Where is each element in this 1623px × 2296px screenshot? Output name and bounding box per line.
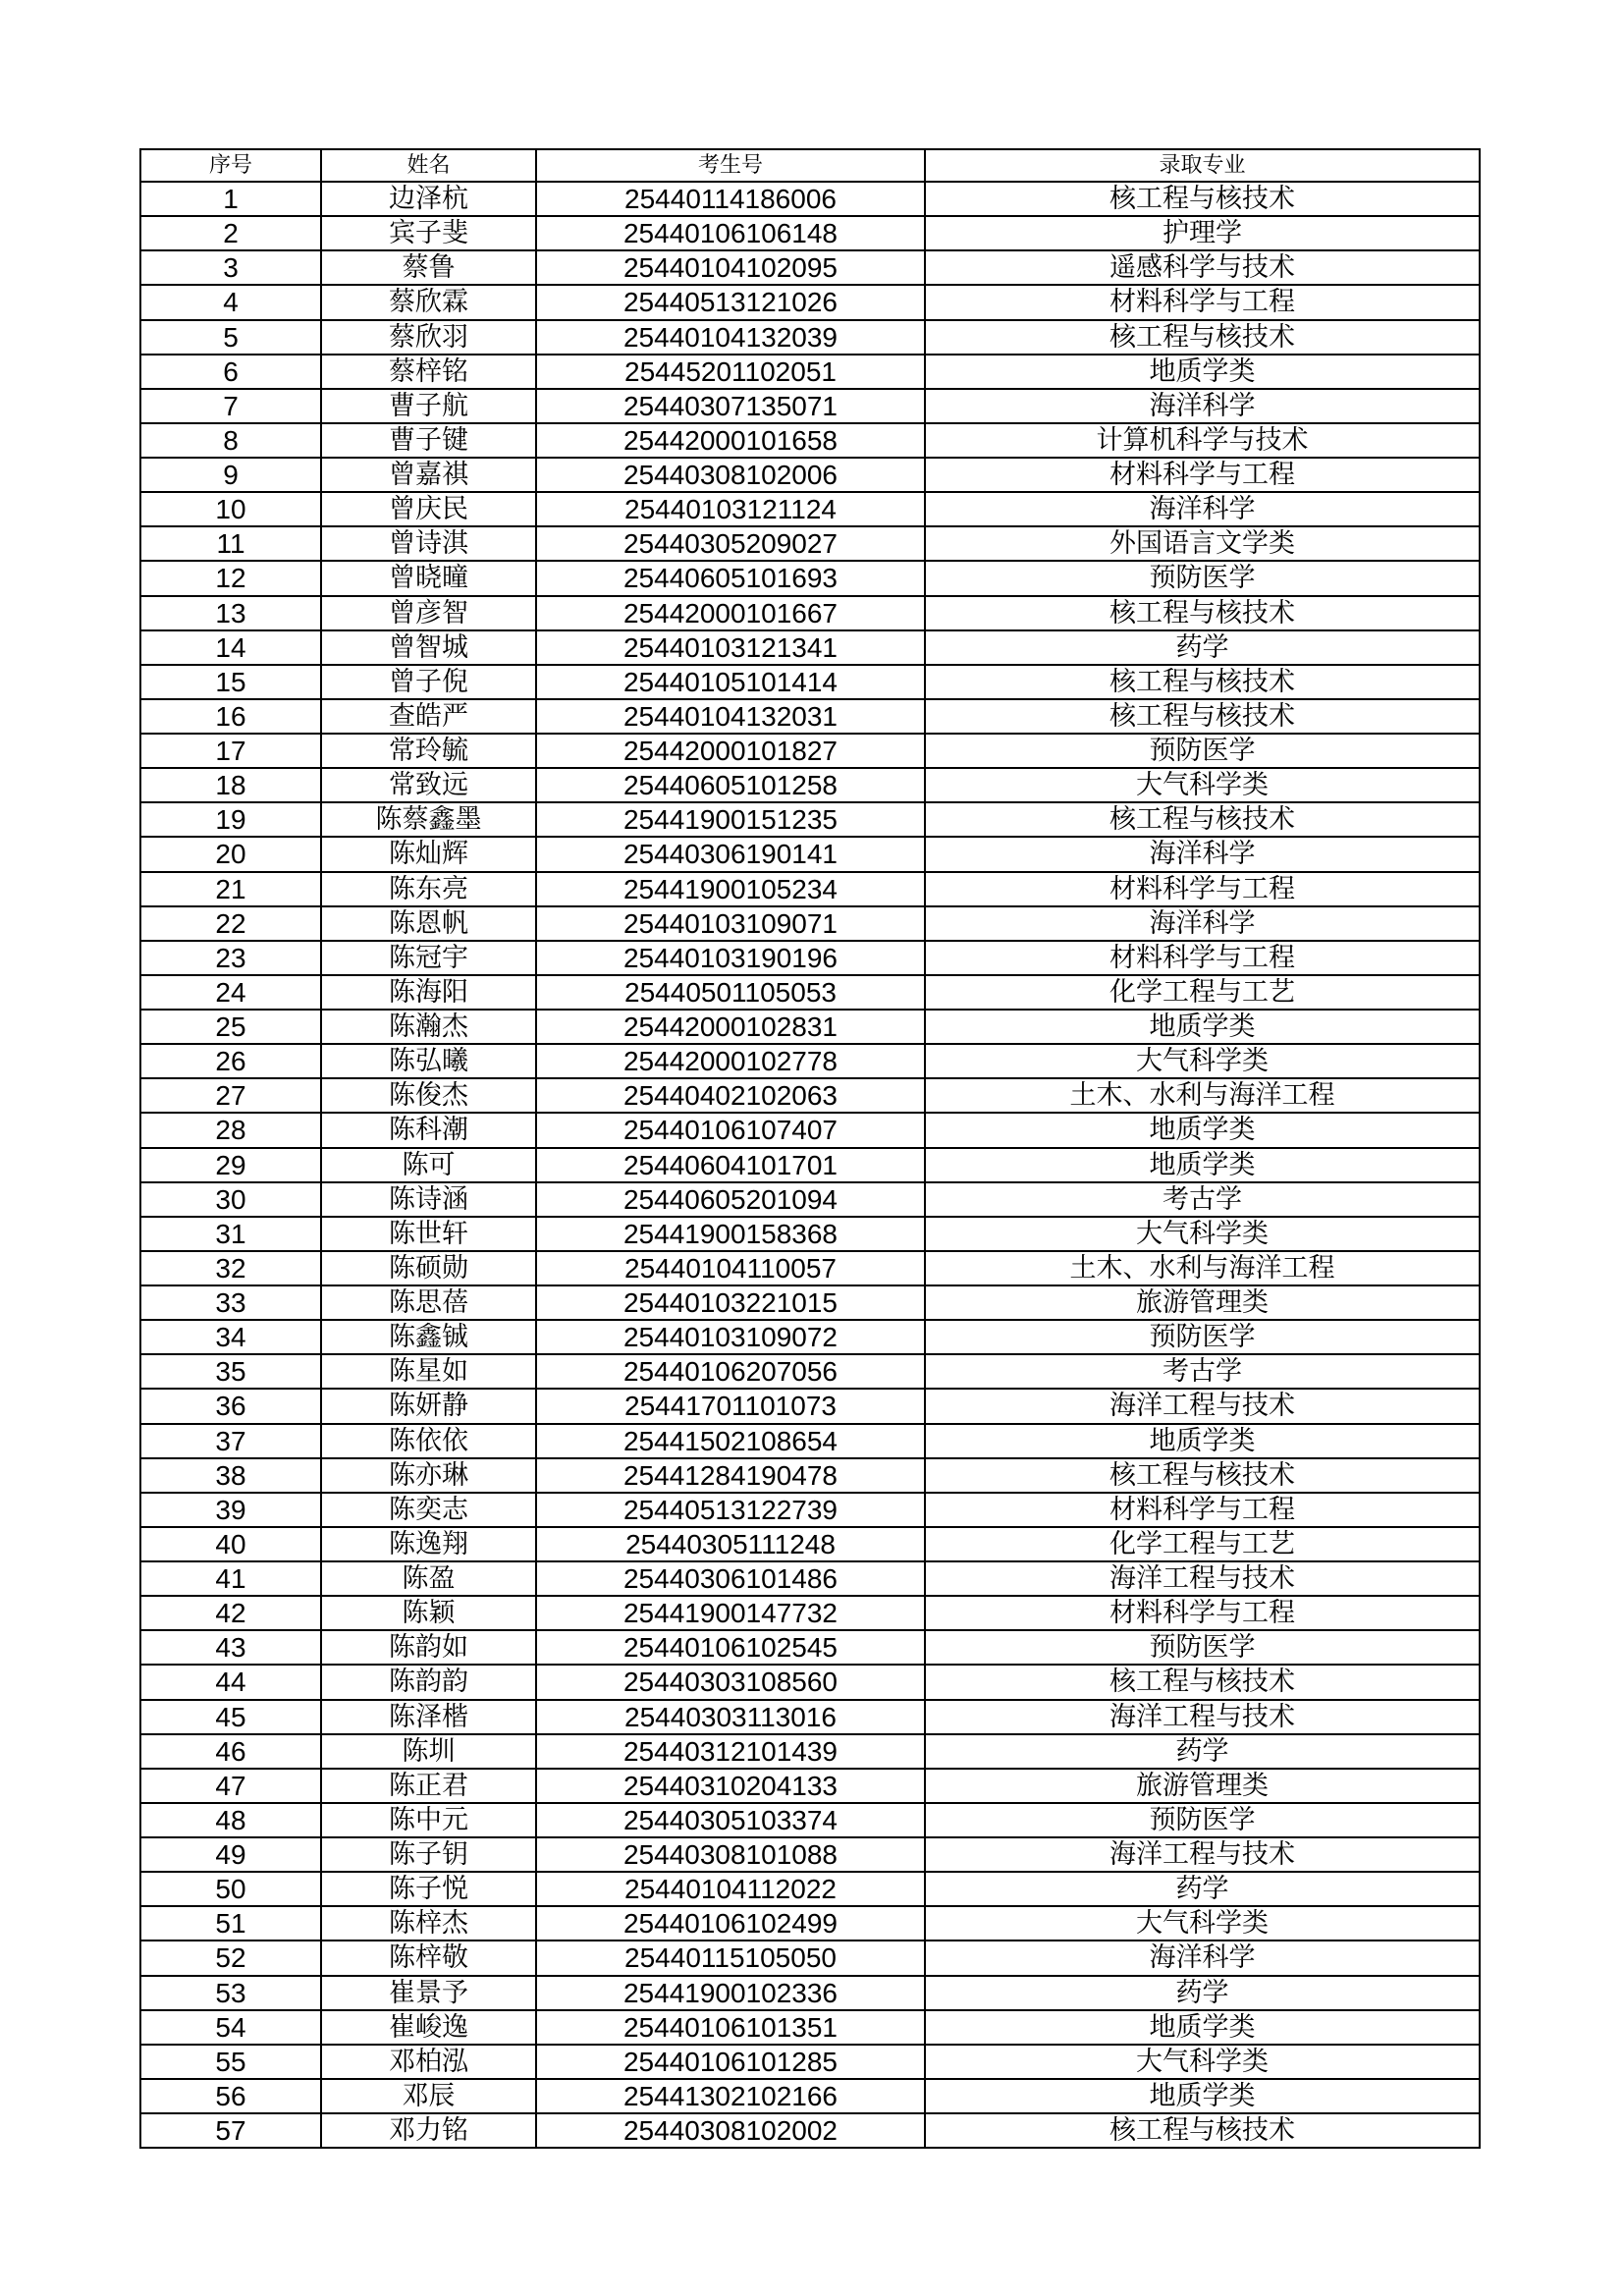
cell-name: 陈圳 <box>321 1734 536 1769</box>
table-row <box>140 423 1480 458</box>
table-header <box>140 149 1480 182</box>
cell-admitted-major: 大气科学类 <box>925 1906 1480 1941</box>
cell-serial-number: 9 <box>140 458 321 492</box>
cell-exam-number: 25442000102831 <box>536 1010 925 1044</box>
cell-serial-number: 4 <box>140 285 321 319</box>
cell-exam-number: 25440104132031 <box>536 699 925 734</box>
cell-serial-number: 53 <box>140 1976 321 2010</box>
cell-serial-number: 31 <box>140 1217 321 1251</box>
cell-admitted-major: 大气科学类 <box>925 1044 1480 1078</box>
cell-name: 崔景予 <box>321 1976 536 2010</box>
cell-name: 查皓严 <box>321 699 536 734</box>
cell-serial-number: 50 <box>140 1872 321 1906</box>
cell-serial-number: 46 <box>140 1734 321 1769</box>
cell-serial-number: 25 <box>140 1010 321 1044</box>
cell-exam-number: 25440106106148 <box>536 216 925 250</box>
cell-serial-number: 43 <box>140 1630 321 1665</box>
cell-admitted-major: 大气科学类 <box>925 768 1480 802</box>
cell-name: 曾彦智 <box>321 596 536 630</box>
cell-serial-number: 17 <box>140 734 321 768</box>
cell-exam-number: 25440103121124 <box>536 492 925 526</box>
cell-serial-number: 37 <box>140 1424 321 1458</box>
cell-name: 陈蔡鑫墨 <box>321 802 536 837</box>
cell-admitted-major: 核工程与核技术 <box>925 665 1480 699</box>
cell-admitted-major: 药学 <box>925 630 1480 665</box>
cell-serial-number: 48 <box>140 1803 321 1837</box>
cell-name: 陈韵如 <box>321 1630 536 1665</box>
table-row <box>140 182 1480 216</box>
cell-serial-number: 55 <box>140 2045 321 2079</box>
cell-exam-number: 25445201102051 <box>536 355 925 389</box>
table-row <box>140 1113 1480 1147</box>
cell-name: 陈灿辉 <box>321 837 536 871</box>
cell-serial-number: 3 <box>140 250 321 285</box>
cell-admitted-major: 预防医学 <box>925 1320 1480 1354</box>
table-row <box>140 1872 1480 1906</box>
cell-name: 陈俊杰 <box>321 1078 536 1113</box>
cell-exam-number: 25440306190141 <box>536 837 925 871</box>
cell-serial-number: 38 <box>140 1458 321 1493</box>
table-row <box>140 1354 1480 1389</box>
cell-serial-number: 26 <box>140 1044 321 1078</box>
cell-serial-number: 47 <box>140 1769 321 1803</box>
cell-name: 边泽杭 <box>321 182 536 216</box>
cell-exam-number: 25440303113016 <box>536 1700 925 1734</box>
cell-name: 曹子航 <box>321 389 536 423</box>
cell-exam-number: 25441900102336 <box>536 1976 925 2010</box>
table-row <box>140 734 1480 768</box>
cell-admitted-major: 地质学类 <box>925 1010 1480 1044</box>
cell-admitted-major: 大气科学类 <box>925 2045 1480 2079</box>
cell-serial-number: 30 <box>140 1182 321 1217</box>
cell-serial-number: 21 <box>140 872 321 906</box>
table-row <box>140 1527 1480 1561</box>
header-exam-number: 考生号 <box>536 149 925 182</box>
table-body <box>140 182 1480 2148</box>
cell-name: 陈冠宇 <box>321 941 536 975</box>
cell-name: 陈思蓓 <box>321 1285 536 1320</box>
cell-exam-number: 25440106102499 <box>536 1906 925 1941</box>
cell-exam-number: 25440104110057 <box>536 1251 925 1285</box>
cell-name: 宾子斐 <box>321 216 536 250</box>
cell-exam-number: 25441302102166 <box>536 2079 925 2113</box>
cell-serial-number: 2 <box>140 216 321 250</box>
cell-exam-number: 25441701101073 <box>536 1389 925 1423</box>
cell-admitted-major: 考古学 <box>925 1182 1480 1217</box>
cell-name: 陈鑫铖 <box>321 1320 536 1354</box>
cell-exam-number: 25440605101258 <box>536 768 925 802</box>
cell-serial-number: 15 <box>140 665 321 699</box>
table-row <box>140 1285 1480 1320</box>
table-row <box>140 1561 1480 1596</box>
table-row <box>140 320 1480 355</box>
cell-admitted-major: 海洋工程与技术 <box>925 1837 1480 1872</box>
cell-name: 陈逸翔 <box>321 1527 536 1561</box>
cell-exam-number: 25440106101351 <box>536 2010 925 2045</box>
cell-name: 陈海阳 <box>321 975 536 1010</box>
cell-serial-number: 12 <box>140 561 321 595</box>
cell-name: 陈梓杰 <box>321 1906 536 1941</box>
cell-admitted-major: 核工程与核技术 <box>925 1458 1480 1493</box>
cell-name: 曹子键 <box>321 423 536 458</box>
table-row <box>140 285 1480 319</box>
cell-serial-number: 35 <box>140 1354 321 1389</box>
cell-serial-number: 52 <box>140 1941 321 1975</box>
table-row <box>140 561 1480 595</box>
cell-admitted-major: 海洋科学 <box>925 389 1480 423</box>
cell-exam-number: 25440106101285 <box>536 2045 925 2079</box>
cell-admitted-major: 材料科学与工程 <box>925 285 1480 319</box>
cell-admitted-major: 地质学类 <box>925 1424 1480 1458</box>
cell-admitted-major: 药学 <box>925 1872 1480 1906</box>
cell-name: 陈恩帆 <box>321 906 536 941</box>
cell-exam-number: 25440305111248 <box>536 1527 925 1561</box>
cell-serial-number: 57 <box>140 2113 321 2148</box>
cell-name: 陈正君 <box>321 1769 536 1803</box>
table-row <box>140 1665 1480 1699</box>
cell-name: 曾子倪 <box>321 665 536 699</box>
header-name: 姓名 <box>321 149 536 182</box>
header-serial-number: 序号 <box>140 149 321 182</box>
cell-admitted-major: 核工程与核技术 <box>925 182 1480 216</box>
cell-exam-number: 25440103109072 <box>536 1320 925 1354</box>
cell-name: 陈盈 <box>321 1561 536 1596</box>
cell-name: 曾智城 <box>321 630 536 665</box>
cell-admitted-major: 海洋工程与技术 <box>925 1561 1480 1596</box>
cell-serial-number: 56 <box>140 2079 321 2113</box>
cell-admitted-major: 核工程与核技术 <box>925 2113 1480 2148</box>
cell-admitted-major: 预防医学 <box>925 1803 1480 1837</box>
cell-exam-number: 25440308102006 <box>536 458 925 492</box>
cell-serial-number: 39 <box>140 1493 321 1527</box>
table-row <box>140 1596 1480 1630</box>
cell-exam-number: 25440402102063 <box>536 1078 925 1113</box>
cell-name: 蔡鲁 <box>321 250 536 285</box>
cell-name: 邓力铭 <box>321 2113 536 2148</box>
cell-serial-number: 51 <box>140 1906 321 1941</box>
cell-admitted-major: 地质学类 <box>925 1148 1480 1182</box>
cell-exam-number: 25441284190478 <box>536 1458 925 1493</box>
cell-exam-number: 25440604101701 <box>536 1148 925 1182</box>
table-row <box>140 768 1480 802</box>
cell-serial-number: 16 <box>140 699 321 734</box>
table-row <box>140 389 1480 423</box>
cell-serial-number: 6 <box>140 355 321 389</box>
cell-name: 崔峻逸 <box>321 2010 536 2045</box>
cell-serial-number: 34 <box>140 1320 321 1354</box>
cell-exam-number: 25441502108654 <box>536 1424 925 1458</box>
header-row <box>140 149 1480 182</box>
table-row <box>140 1251 1480 1285</box>
table-row <box>140 1976 1480 2010</box>
cell-serial-number: 24 <box>140 975 321 1010</box>
cell-serial-number: 44 <box>140 1665 321 1699</box>
cell-serial-number: 42 <box>140 1596 321 1630</box>
cell-serial-number: 8 <box>140 423 321 458</box>
cell-exam-number: 25440104102095 <box>536 250 925 285</box>
cell-name: 陈韵韵 <box>321 1665 536 1699</box>
cell-exam-number: 25440513122739 <box>536 1493 925 1527</box>
cell-admitted-major: 预防医学 <box>925 561 1480 595</box>
table-row <box>140 458 1480 492</box>
table-row <box>140 1906 1480 1941</box>
cell-admitted-major: 考古学 <box>925 1354 1480 1389</box>
cell-admitted-major: 海洋工程与技术 <box>925 1389 1480 1423</box>
cell-admitted-major: 材料科学与工程 <box>925 458 1480 492</box>
cell-exam-number: 25440513121026 <box>536 285 925 319</box>
cell-exam-number: 25442000101658 <box>536 423 925 458</box>
cell-admitted-major: 核工程与核技术 <box>925 596 1480 630</box>
cell-admitted-major: 预防医学 <box>925 734 1480 768</box>
cell-admitted-major: 材料科学与工程 <box>925 1493 1480 1527</box>
cell-admitted-major: 药学 <box>925 1734 1480 1769</box>
cell-name: 陈可 <box>321 1148 536 1182</box>
cell-admitted-major: 大气科学类 <box>925 1217 1480 1251</box>
table-row <box>140 250 1480 285</box>
cell-serial-number: 1 <box>140 182 321 216</box>
cell-admitted-major: 地质学类 <box>925 2079 1480 2113</box>
cell-admitted-major: 核工程与核技术 <box>925 802 1480 837</box>
cell-exam-number: 25440104112022 <box>536 1872 925 1906</box>
cell-serial-number: 40 <box>140 1527 321 1561</box>
cell-exam-number: 25442000101667 <box>536 596 925 630</box>
cell-admitted-major: 海洋科学 <box>925 1941 1480 1975</box>
cell-name: 蔡欣霖 <box>321 285 536 319</box>
cell-exam-number: 25441900158368 <box>536 1217 925 1251</box>
cell-admitted-major: 护理学 <box>925 216 1480 250</box>
cell-name: 曾嘉祺 <box>321 458 536 492</box>
cell-admitted-major: 海洋科学 <box>925 906 1480 941</box>
cell-serial-number: 27 <box>140 1078 321 1113</box>
cell-serial-number: 10 <box>140 492 321 526</box>
cell-admitted-major: 地质学类 <box>925 2010 1480 2045</box>
cell-exam-number: 25440103109071 <box>536 906 925 941</box>
cell-exam-number: 25440305103374 <box>536 1803 925 1837</box>
cell-name: 陈亦琳 <box>321 1458 536 1493</box>
cell-exam-number: 25440103190196 <box>536 941 925 975</box>
cell-serial-number: 41 <box>140 1561 321 1596</box>
cell-admitted-major: 旅游管理类 <box>925 1769 1480 1803</box>
cell-admitted-major: 药学 <box>925 1976 1480 2010</box>
cell-serial-number: 33 <box>140 1285 321 1320</box>
table-row <box>140 1182 1480 1217</box>
table-row <box>140 1803 1480 1837</box>
cell-admitted-major: 预防医学 <box>925 1630 1480 1665</box>
cell-serial-number: 18 <box>140 768 321 802</box>
table-row <box>140 2010 1480 2045</box>
cell-exam-number: 25440307135071 <box>536 389 925 423</box>
cell-name: 陈科潮 <box>321 1113 536 1147</box>
cell-admitted-major: 外国语言文学类 <box>925 526 1480 561</box>
cell-serial-number: 20 <box>140 837 321 871</box>
table-row <box>140 1320 1480 1354</box>
table-row <box>140 596 1480 630</box>
cell-exam-number: 25440106207056 <box>536 1354 925 1389</box>
cell-name: 陈中元 <box>321 1803 536 1837</box>
cell-admitted-major: 材料科学与工程 <box>925 872 1480 906</box>
table-row <box>140 1389 1480 1423</box>
table-row <box>140 216 1480 250</box>
cell-serial-number: 5 <box>140 320 321 355</box>
cell-serial-number: 54 <box>140 2010 321 2045</box>
cell-name: 蔡欣羽 <box>321 320 536 355</box>
table-row <box>140 355 1480 389</box>
cell-exam-number: 25440104132039 <box>536 320 925 355</box>
cell-serial-number: 49 <box>140 1837 321 1872</box>
cell-name: 陈弘曦 <box>321 1044 536 1078</box>
cell-name: 陈梓敬 <box>321 1941 536 1975</box>
cell-name: 陈诗涵 <box>321 1182 536 1217</box>
cell-admitted-major: 旅游管理类 <box>925 1285 1480 1320</box>
cell-admitted-major: 土木、水利与海洋工程 <box>925 1251 1480 1285</box>
cell-name: 曾诗淇 <box>321 526 536 561</box>
table-row <box>140 1424 1480 1458</box>
cell-serial-number: 19 <box>140 802 321 837</box>
cell-admitted-major: 海洋工程与技术 <box>925 1700 1480 1734</box>
table-row <box>140 1010 1480 1044</box>
cell-name: 曾庆民 <box>321 492 536 526</box>
cell-exam-number: 25440103221015 <box>536 1285 925 1320</box>
cell-admitted-major: 化学工程与工艺 <box>925 1527 1480 1561</box>
cell-admitted-major: 核工程与核技术 <box>925 320 1480 355</box>
cell-admitted-major: 海洋科学 <box>925 837 1480 871</box>
cell-admitted-major: 遥感科学与技术 <box>925 250 1480 285</box>
table-row <box>140 1078 1480 1113</box>
cell-serial-number: 36 <box>140 1389 321 1423</box>
table-row <box>140 526 1480 561</box>
cell-exam-number: 25441900147732 <box>536 1596 925 1630</box>
cell-name: 陈依依 <box>321 1424 536 1458</box>
table-row <box>140 492 1480 526</box>
table-row <box>140 1700 1480 1734</box>
table-row <box>140 1044 1480 1078</box>
cell-exam-number: 25440103121341 <box>536 630 925 665</box>
cell-serial-number: 32 <box>140 1251 321 1285</box>
cell-exam-number: 25440306101486 <box>536 1561 925 1596</box>
cell-name: 陈东亮 <box>321 872 536 906</box>
cell-exam-number: 25442000102778 <box>536 1044 925 1078</box>
cell-exam-number: 25440310204133 <box>536 1769 925 1803</box>
table-row <box>140 837 1480 871</box>
cell-exam-number: 25440114186006 <box>536 182 925 216</box>
cell-name: 陈奕志 <box>321 1493 536 1527</box>
cell-serial-number: 13 <box>140 596 321 630</box>
cell-serial-number: 14 <box>140 630 321 665</box>
cell-exam-number: 25440501105053 <box>536 975 925 1010</box>
table-row <box>140 665 1480 699</box>
cell-exam-number: 25440308101088 <box>536 1837 925 1872</box>
table-row <box>140 941 1480 975</box>
cell-name: 陈子悦 <box>321 1872 536 1906</box>
cell-exam-number: 25440106107407 <box>536 1113 925 1147</box>
cell-name: 陈世轩 <box>321 1217 536 1251</box>
table-row <box>140 2045 1480 2079</box>
cell-name: 邓柏泓 <box>321 2045 536 2079</box>
cell-exam-number: 25440105101414 <box>536 665 925 699</box>
cell-exam-number: 25441900105234 <box>536 872 925 906</box>
cell-name: 蔡梓铭 <box>321 355 536 389</box>
cell-serial-number: 7 <box>140 389 321 423</box>
table-row <box>140 1941 1480 1975</box>
cell-exam-number: 25442000101827 <box>536 734 925 768</box>
table-row <box>140 1734 1480 1769</box>
cell-name: 陈颖 <box>321 1596 536 1630</box>
cell-serial-number: 11 <box>140 526 321 561</box>
cell-exam-number: 25440605201094 <box>536 1182 925 1217</box>
cell-exam-number: 25440106102545 <box>536 1630 925 1665</box>
cell-name: 陈星如 <box>321 1354 536 1389</box>
cell-name: 陈泽楷 <box>321 1700 536 1734</box>
cell-name: 陈硕勋 <box>321 1251 536 1285</box>
cell-serial-number: 28 <box>140 1113 321 1147</box>
cell-exam-number: 25440115105050 <box>536 1941 925 1975</box>
cell-admitted-major: 地质学类 <box>925 355 1480 389</box>
table-row <box>140 1630 1480 1665</box>
cell-admitted-major: 材料科学与工程 <box>925 1596 1480 1630</box>
table-row <box>140 802 1480 837</box>
table-row <box>140 630 1480 665</box>
cell-name: 常玲毓 <box>321 734 536 768</box>
cell-exam-number: 25440312101439 <box>536 1734 925 1769</box>
cell-admitted-major: 地质学类 <box>925 1113 1480 1147</box>
cell-admitted-major: 核工程与核技术 <box>925 1665 1480 1699</box>
cell-exam-number: 25440308102002 <box>536 2113 925 2148</box>
cell-serial-number: 29 <box>140 1148 321 1182</box>
cell-serial-number: 45 <box>140 1700 321 1734</box>
cell-admitted-major: 土木、水利与海洋工程 <box>925 1078 1480 1113</box>
table-row <box>140 906 1480 941</box>
cell-name: 常致远 <box>321 768 536 802</box>
cell-name: 陈瀚杰 <box>321 1010 536 1044</box>
table-row <box>140 1493 1480 1527</box>
table-row <box>140 872 1480 906</box>
table-row <box>140 2079 1480 2113</box>
cell-exam-number: 25440305209027 <box>536 526 925 561</box>
table-row <box>140 699 1480 734</box>
cell-exam-number: 25441900151235 <box>536 802 925 837</box>
table-row <box>140 1458 1480 1493</box>
cell-admitted-major: 核工程与核技术 <box>925 699 1480 734</box>
cell-name: 曾晓曈 <box>321 561 536 595</box>
cell-admitted-major: 材料科学与工程 <box>925 941 1480 975</box>
cell-admitted-major: 海洋科学 <box>925 492 1480 526</box>
cell-admitted-major: 计算机科学与技术 <box>925 423 1480 458</box>
cell-name: 陈子钥 <box>321 1837 536 1872</box>
cell-exam-number: 25440605101693 <box>536 561 925 595</box>
cell-serial-number: 22 <box>140 906 321 941</box>
header-admitted-major: 录取专业 <box>925 149 1480 182</box>
cell-exam-number: 25440303108560 <box>536 1665 925 1699</box>
admission-roster-table <box>139 148 1481 2149</box>
cell-serial-number: 23 <box>140 941 321 975</box>
table-row <box>140 2113 1480 2148</box>
table-row <box>140 1148 1480 1182</box>
table-row <box>140 1837 1480 1872</box>
cell-name: 陈妍静 <box>321 1389 536 1423</box>
table-row <box>140 1769 1480 1803</box>
table-row <box>140 1217 1480 1251</box>
cell-admitted-major: 化学工程与工艺 <box>925 975 1480 1010</box>
cell-name: 邓辰 <box>321 2079 536 2113</box>
table-row <box>140 975 1480 1010</box>
